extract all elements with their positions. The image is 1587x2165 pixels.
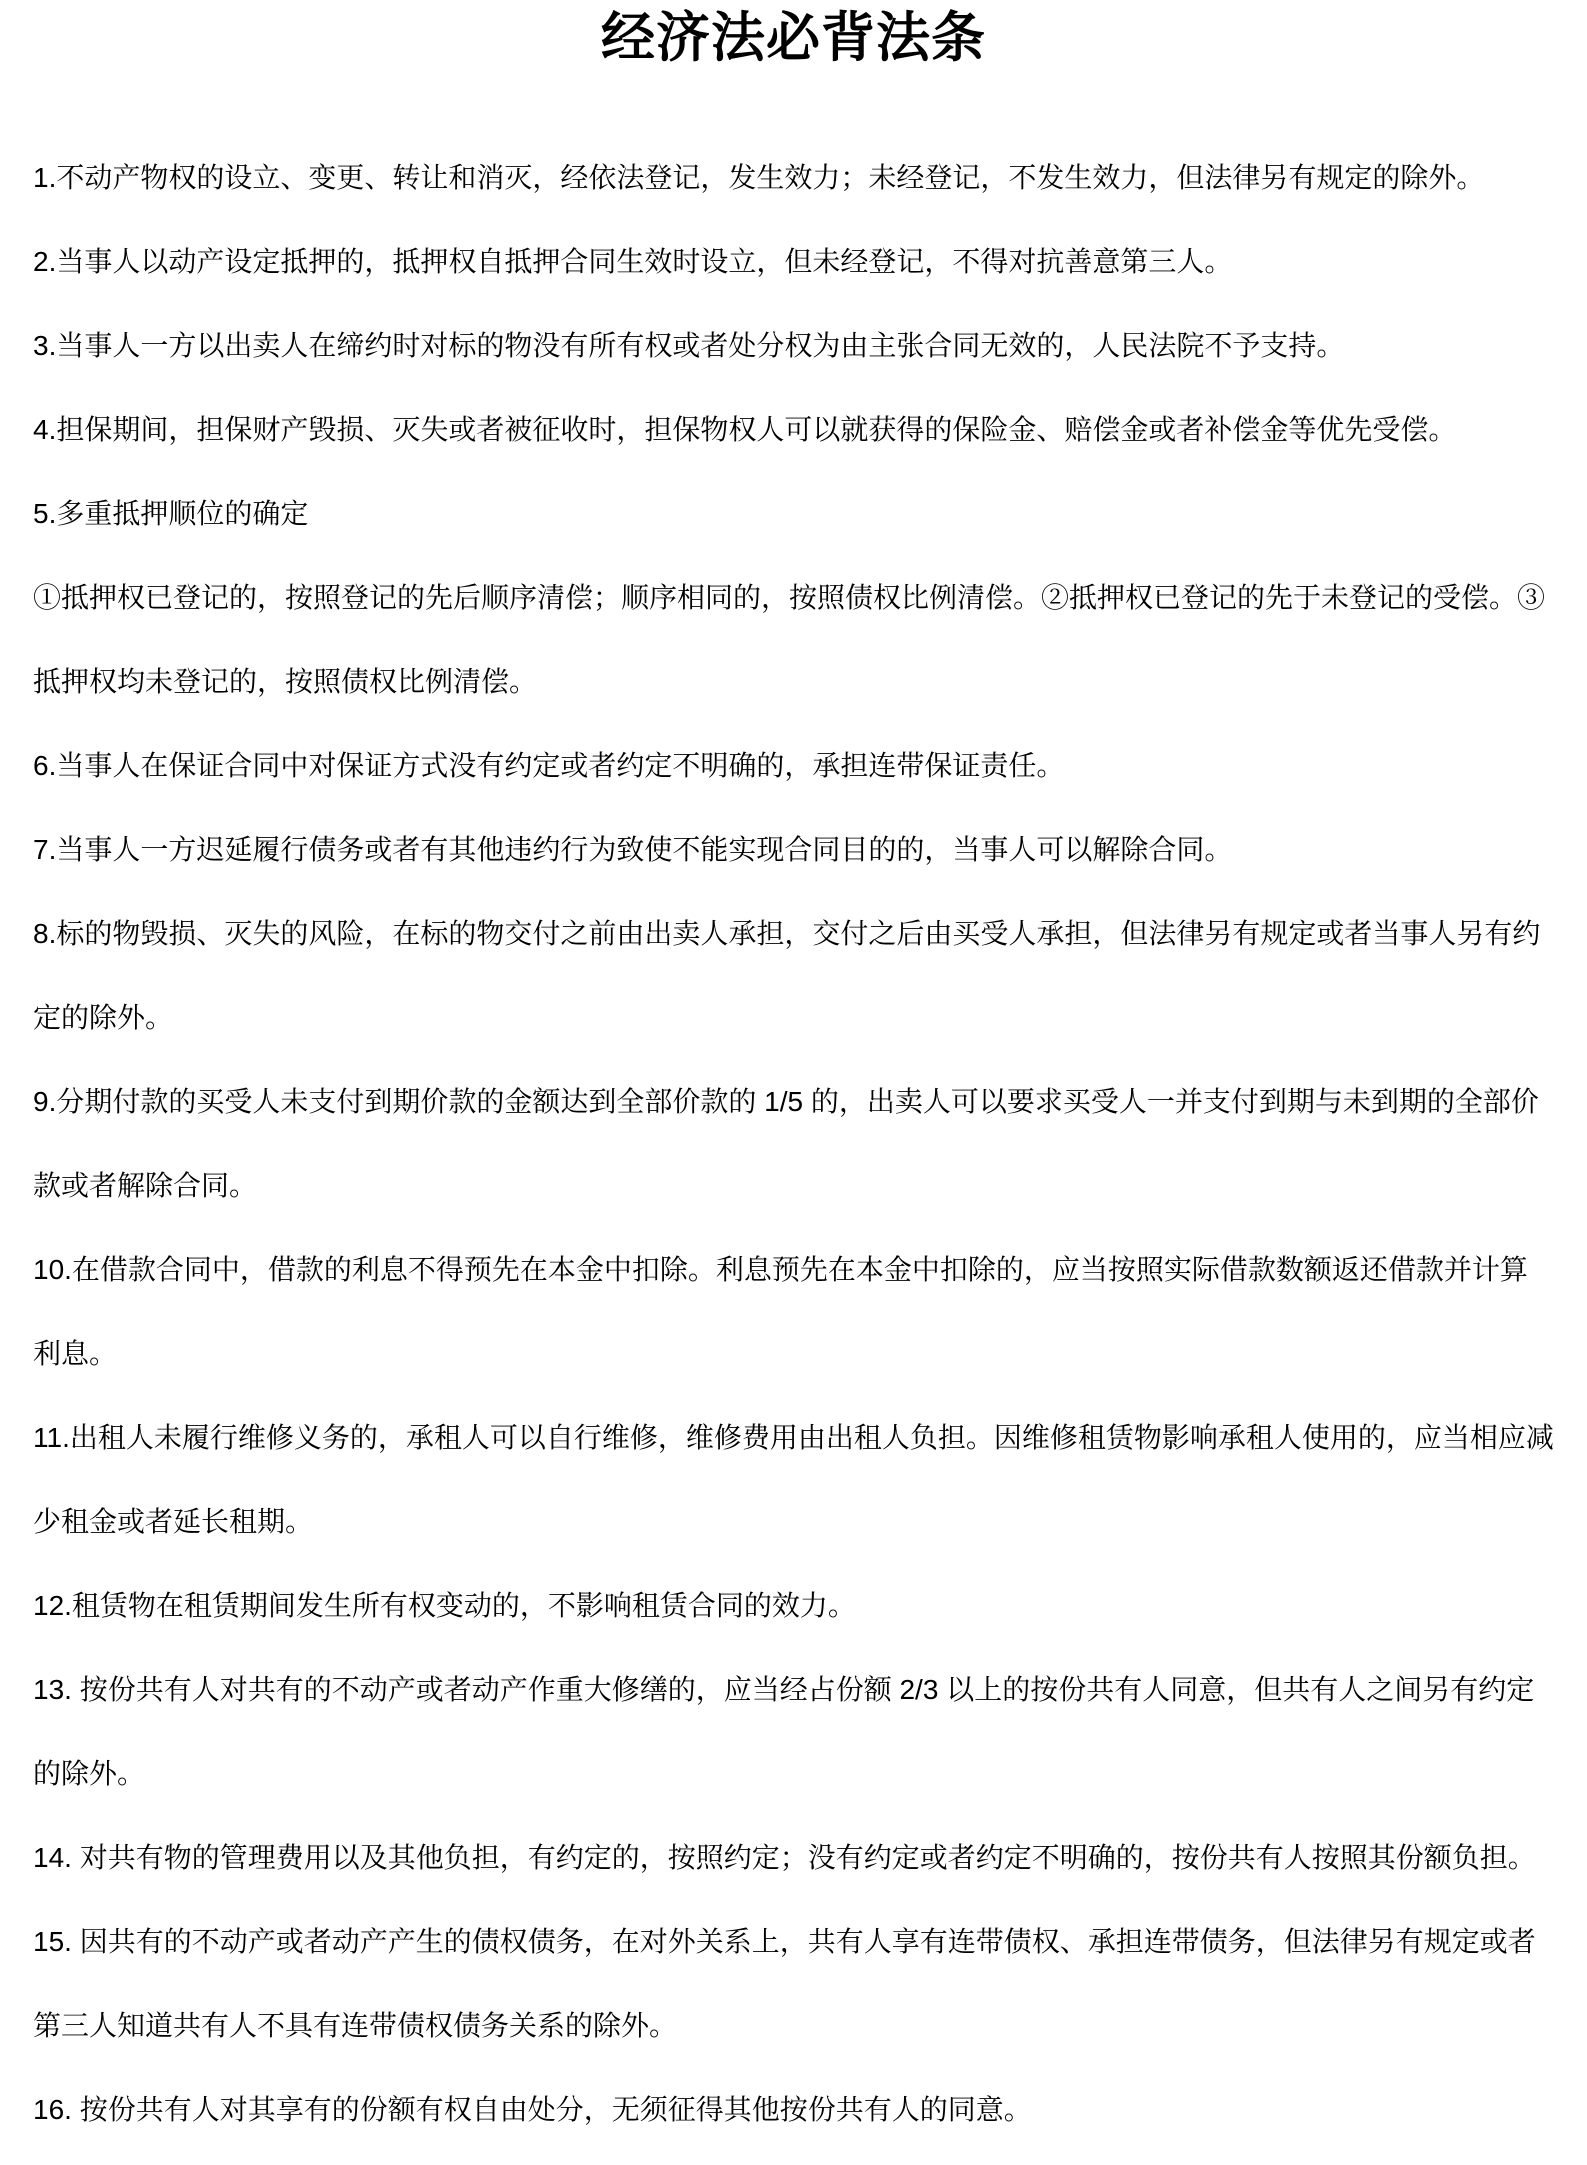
law-item-14: 14. 对共有物的管理费用以及其他负担，有约定的，按照约定；没有约定或者约定不明确的，按份共有人按照其份额负担。 (33, 1842, 1536, 1873)
law-item-12: 12.租赁物在租赁期间发生所有权变动的，不影响租赁合同的效力。 (33, 1590, 856, 1621)
law-item-5-detail: ①抵押权已登记的，按照登记的先后顺序清偿；顺序相同的，按照债权比例清偿。②抵押权已登记的先于未登记的受偿。③抵押权均未登记的，按照债权比例清偿。 (33, 582, 1546, 697)
law-item-8: 8.标的物毁损、灭失的风险，在标的物交付之前由出卖人承担，交付之后由买受人承担，但法律另有规定或者当事人另有约定的除外。 (33, 918, 1541, 1033)
law-item-1: 1.不动产物权的设立、变更、转让和消灭，经依法登记，发生效力；未经登记，不发生效力，但法律另有规定的除外。 (33, 162, 1485, 193)
law-item-6: 6.当事人在保证合同中对保证方式没有约定或者约定不明确的，承担连带保证责任。 (33, 750, 1065, 781)
law-item-16: 16. 按份共有人对其享有的份额有权自由处分，无须征得其他按份共有人的同意。 (33, 2094, 1032, 2125)
law-item-10: 10.在借款合同中，借款的利息不得预先在本金中扣除。利息预先在本金中扣除的，应当按照实际借款数额返还借款并计算利息。 (33, 1254, 1528, 1369)
law-item-13: 13. 按份共有人对共有的不动产或者动产作重大修缮的，应当经占份额 2/3 以上的按份共有人同意，但共有人之间另有约定的除外。 (33, 1674, 1535, 1789)
law-item-5: 5.多重抵押顺位的确定 (33, 498, 309, 529)
law-item-4: 4.担保期间，担保财产毁损、灭失或者被征收时，担保物权人可以就获得的保险金、赔偿金或者补偿金等优先受偿。 (33, 414, 1457, 445)
law-item-11: 11.出租人未履行维修义务的，承租人可以自行维修，维修费用由出租人负担。因维修租赁物影响承租人使用的，应当相应减少租金或者延长租期。 (33, 1422, 1554, 1537)
law-item-3: 3.当事人一方以出卖人在缔约时对标的物没有所有权或者处分权为由主张合同无效的，人民法院不予支持。 (33, 330, 1345, 361)
law-item-7: 7.当事人一方迟延履行债务或者有其他违约行为致使不能实现合同目的的，当事人可以解除合同。 (33, 834, 1233, 865)
page-title: 经济法必背法条 (601, 8, 986, 68)
law-item-15: 15. 因共有的不动产或者动产产生的债权债务，在对外关系上，共有人享有连带债权、承担连带债务，但法律另有规定或者第三人知道共有人不具有连带债权债务关系的除外。 (33, 1926, 1536, 2041)
law-item-9: 9.分期付款的买受人未支付到期价款的金额达到全部价款的 1/5 的，出卖人可以要求买受人一并支付到期与未到期的全部价款或者解除合同。 (33, 1086, 1539, 1201)
document-body (0, 136, 1587, 2152)
law-item-2: 2.当事人以动产设定抵押的，抵押权自抵押合同生效时设立，但未经登记，不得对抗善意第三人。 (33, 246, 1233, 277)
